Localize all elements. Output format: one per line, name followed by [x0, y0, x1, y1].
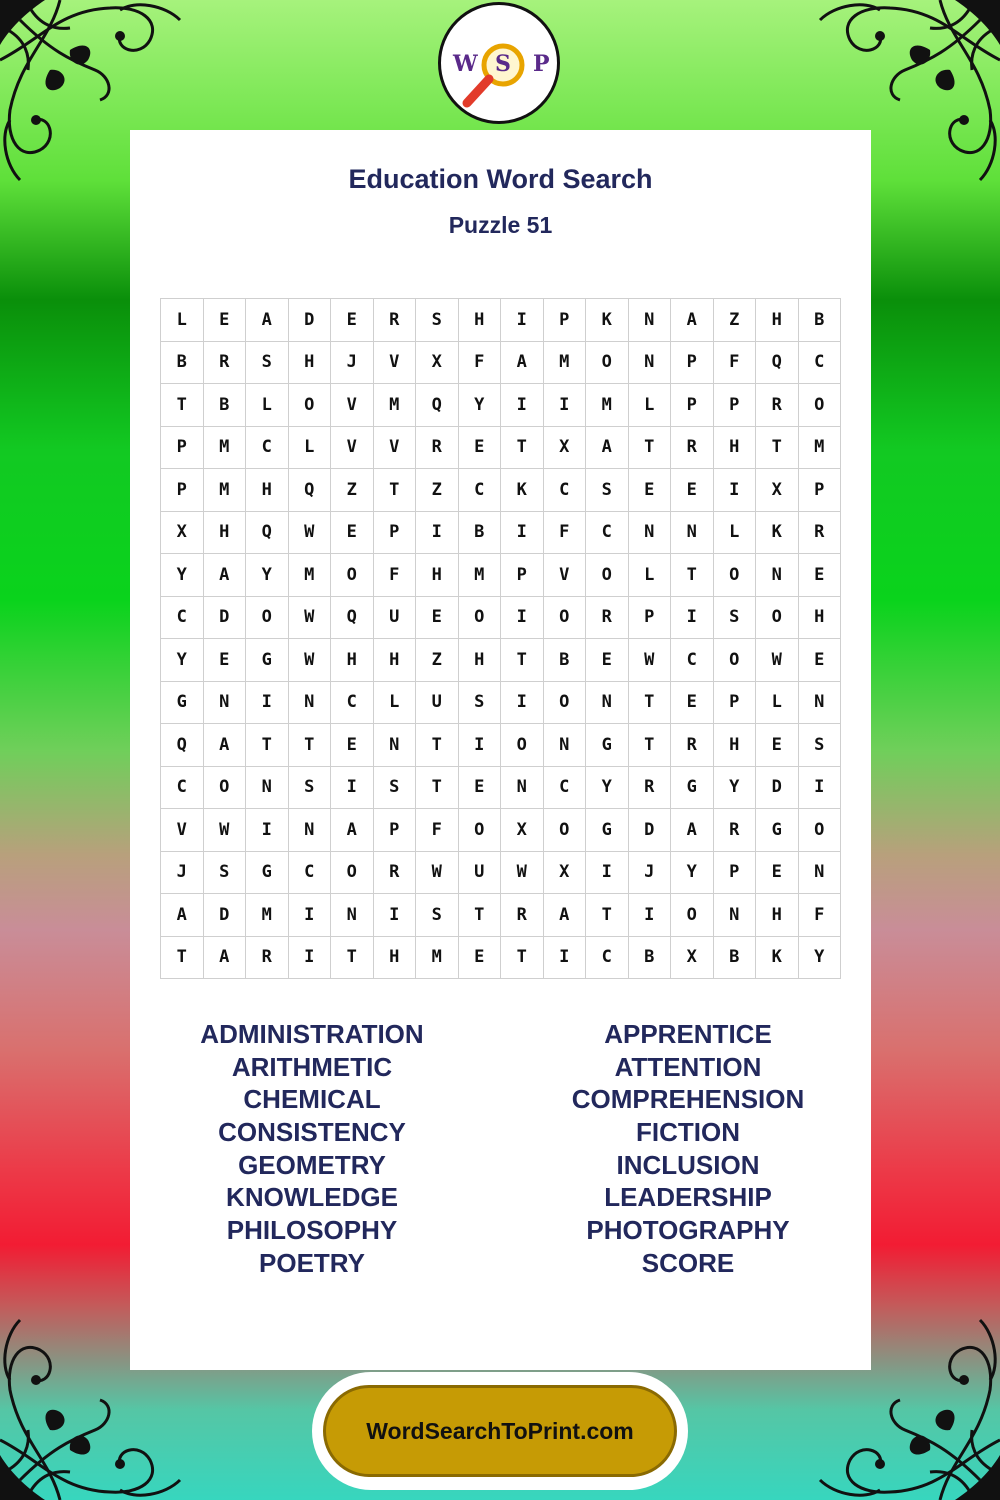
grid-cell[interactable]: M: [416, 937, 459, 980]
grid-cell[interactable]: S: [204, 852, 247, 895]
grid-cell[interactable]: Y: [246, 554, 289, 597]
grid-cell[interactable]: B: [459, 512, 502, 555]
grid-cell[interactable]: P: [544, 299, 587, 342]
grid-cell[interactable]: Q: [246, 512, 289, 555]
grid-cell[interactable]: R: [671, 724, 714, 767]
grid-cell[interactable]: A: [331, 809, 374, 852]
grid-cell[interactable]: M: [374, 384, 417, 427]
grid-cell[interactable]: B: [629, 937, 672, 980]
grid-cell[interactable]: H: [289, 342, 332, 385]
grid-cell[interactable]: V: [374, 342, 417, 385]
grid-cell[interactable]: P: [629, 597, 672, 640]
grid-cell[interactable]: O: [331, 852, 374, 895]
grid-cell[interactable]: E: [671, 682, 714, 725]
grid-cell[interactable]: X: [756, 469, 799, 512]
grid-cell[interactable]: Y: [671, 852, 714, 895]
grid-cell[interactable]: E: [459, 937, 502, 980]
grid-cell[interactable]: X: [501, 809, 544, 852]
grid-cell[interactable]: T: [629, 682, 672, 725]
grid-cell[interactable]: O: [501, 724, 544, 767]
grid-cell[interactable]: C: [289, 852, 332, 895]
grid-cell[interactable]: A: [204, 554, 247, 597]
grid-cell[interactable]: R: [246, 937, 289, 980]
grid-cell[interactable]: I: [671, 597, 714, 640]
grid-cell[interactable]: N: [204, 682, 247, 725]
grid-cell[interactable]: P: [161, 427, 204, 470]
grid-cell[interactable]: N: [629, 512, 672, 555]
grid-cell[interactable]: O: [714, 554, 757, 597]
grid-cell[interactable]: E: [331, 299, 374, 342]
grid-cell[interactable]: A: [671, 299, 714, 342]
grid-cell[interactable]: O: [756, 597, 799, 640]
grid-cell[interactable]: T: [161, 937, 204, 980]
grid-cell[interactable]: R: [756, 384, 799, 427]
grid-cell[interactable]: N: [671, 512, 714, 555]
grid-cell[interactable]: E: [756, 852, 799, 895]
grid-cell[interactable]: T: [289, 724, 332, 767]
grid-cell[interactable]: C: [586, 937, 629, 980]
grid-cell[interactable]: E: [459, 427, 502, 470]
grid-cell[interactable]: H: [714, 724, 757, 767]
grid-cell[interactable]: G: [671, 767, 714, 810]
word-list-item: FICTION: [636, 1117, 740, 1148]
grid-cell[interactable]: O: [544, 597, 587, 640]
puzzle-card: [130, 130, 871, 1370]
grid-cell[interactable]: K: [756, 937, 799, 980]
grid-cell[interactable]: N: [289, 809, 332, 852]
grid-cell[interactable]: P: [501, 554, 544, 597]
grid-cell[interactable]: L: [756, 682, 799, 725]
grid-cell[interactable]: U: [459, 852, 502, 895]
grid-cell[interactable]: C: [161, 767, 204, 810]
grid-cell[interactable]: P: [374, 512, 417, 555]
grid-cell[interactable]: J: [331, 342, 374, 385]
grid-cell[interactable]: H: [374, 937, 417, 980]
grid-cell[interactable]: G: [246, 852, 289, 895]
grid-cell[interactable]: L: [629, 384, 672, 427]
grid-cell[interactable]: T: [374, 469, 417, 512]
grid-cell[interactable]: S: [374, 767, 417, 810]
grid-cell[interactable]: N: [501, 767, 544, 810]
grid-cell[interactable]: W: [756, 639, 799, 682]
grid-cell[interactable]: H: [756, 299, 799, 342]
grid-cell[interactable]: S: [246, 342, 289, 385]
grid-cell[interactable]: R: [629, 767, 672, 810]
grid-cell[interactable]: E: [629, 469, 672, 512]
grid-cell[interactable]: R: [501, 894, 544, 937]
grid-cell[interactable]: I: [459, 724, 502, 767]
grid-cell[interactable]: E: [416, 597, 459, 640]
grid-cell[interactable]: N: [756, 554, 799, 597]
grid-cell[interactable]: I: [714, 469, 757, 512]
grid-cell[interactable]: P: [161, 469, 204, 512]
grid-cell[interactable]: H: [331, 639, 374, 682]
word-list-item: ATTENTION: [614, 1051, 762, 1082]
grid-cell[interactable]: C: [459, 469, 502, 512]
grid-cell[interactable]: A: [204, 724, 247, 767]
grid-cell[interactable]: I: [799, 767, 842, 810]
grid-cell[interactable]: C: [544, 767, 587, 810]
grid-cell[interactable]: O: [799, 384, 842, 427]
grid-cell[interactable]: T: [629, 427, 672, 470]
grid-cell[interactable]: P: [714, 384, 757, 427]
grid-cell[interactable]: X: [544, 852, 587, 895]
grid-cell[interactable]: Y: [799, 937, 842, 980]
word-list-item: LEADERSHIP: [604, 1182, 772, 1213]
grid-cell[interactable]: B: [714, 937, 757, 980]
grid-cell[interactable]: R: [416, 427, 459, 470]
grid-cell[interactable]: F: [799, 894, 842, 937]
grid-cell[interactable]: C: [586, 512, 629, 555]
grid-cell[interactable]: P: [374, 809, 417, 852]
grid-cell[interactable]: S: [416, 299, 459, 342]
grid-cell[interactable]: T: [161, 384, 204, 427]
grid-cell[interactable]: I: [629, 894, 672, 937]
grid-cell[interactable]: S: [289, 767, 332, 810]
grid-cell[interactable]: W: [289, 597, 332, 640]
grid-cell[interactable]: R: [204, 342, 247, 385]
grid-cell[interactable]: K: [586, 299, 629, 342]
grid-cell[interactable]: F: [459, 342, 502, 385]
word-list-item: ARITHMETIC: [231, 1051, 393, 1082]
grid-cell[interactable]: O: [246, 597, 289, 640]
grid-cell[interactable]: O: [671, 894, 714, 937]
grid-cell[interactable]: X: [416, 342, 459, 385]
grid-cell[interactable]: N: [289, 682, 332, 725]
grid-cell[interactable]: L: [374, 682, 417, 725]
website-link-button[interactable]: WordSearchToPrint.com: [323, 1385, 677, 1477]
logo-letter-s: S: [495, 51, 511, 77]
grid-cell[interactable]: T: [629, 724, 672, 767]
logo-letter-p: P: [533, 51, 550, 77]
grid-cell[interactable]: N: [544, 724, 587, 767]
grid-cell[interactable]: T: [671, 554, 714, 597]
grid-cell[interactable]: Y: [714, 767, 757, 810]
grid-cell[interactable]: E: [459, 767, 502, 810]
grid-cell[interactable]: K: [501, 469, 544, 512]
grid-cell[interactable]: C: [544, 469, 587, 512]
grid-cell[interactable]: G: [586, 809, 629, 852]
grid-cell[interactable]: E: [331, 512, 374, 555]
wsp-logo[interactable]: [438, 2, 560, 124]
grid-cell[interactable]: L: [629, 554, 672, 597]
logo-letter-w: W: [453, 51, 478, 77]
grid-cell[interactable]: P: [799, 469, 842, 512]
grid-cell[interactable]: O: [544, 682, 587, 725]
grid-cell[interactable]: H: [756, 894, 799, 937]
grid-cell[interactable]: I: [501, 512, 544, 555]
grid-cell[interactable]: Z: [416, 469, 459, 512]
grid-cell[interactable]: E: [331, 724, 374, 767]
grid-cell[interactable]: C: [671, 639, 714, 682]
grid-cell[interactable]: B: [204, 384, 247, 427]
grid-cell[interactable]: G: [161, 682, 204, 725]
grid-cell[interactable]: E: [586, 639, 629, 682]
grid-cell[interactable]: Q: [289, 469, 332, 512]
grid-cell[interactable]: Z: [714, 299, 757, 342]
grid-cell[interactable]: M: [459, 554, 502, 597]
grid-cell[interactable]: I: [246, 809, 289, 852]
grid-cell[interactable]: J: [629, 852, 672, 895]
grid-cell[interactable]: I: [416, 512, 459, 555]
grid-cell[interactable]: R: [671, 427, 714, 470]
word-list-item: PHILOSOPHY: [226, 1215, 398, 1246]
grid-cell[interactable]: F: [714, 342, 757, 385]
grid-cell[interactable]: I: [544, 384, 587, 427]
word-list-left: [162, 1018, 462, 1280]
grid-cell[interactable]: A: [246, 299, 289, 342]
word-list-item: PHOTOGRAPHY: [586, 1215, 790, 1246]
word-list-item: COMPREHENSION: [571, 1084, 805, 1115]
grid-cell[interactable]: I: [374, 894, 417, 937]
grid-cell[interactable]: X: [671, 937, 714, 980]
grid-cell[interactable]: U: [374, 597, 417, 640]
grid-cell[interactable]: C: [246, 427, 289, 470]
grid-cell[interactable]: H: [416, 554, 459, 597]
grid-cell[interactable]: I: [501, 597, 544, 640]
grid-cell[interactable]: P: [671, 342, 714, 385]
grid-cell[interactable]: E: [204, 639, 247, 682]
grid-cell[interactable]: L: [246, 384, 289, 427]
grid-cell[interactable]: H: [459, 639, 502, 682]
grid-cell[interactable]: E: [756, 724, 799, 767]
grid-cell[interactable]: A: [586, 427, 629, 470]
grid-cell[interactable]: C: [161, 597, 204, 640]
grid-cell[interactable]: O: [799, 809, 842, 852]
grid-cell[interactable]: T: [416, 724, 459, 767]
grid-cell[interactable]: A: [544, 894, 587, 937]
grid-cell[interactable]: M: [586, 384, 629, 427]
grid-cell[interactable]: P: [714, 852, 757, 895]
grid-cell[interactable]: V: [374, 427, 417, 470]
grid-cell[interactable]: M: [204, 469, 247, 512]
grid-cell[interactable]: H: [204, 512, 247, 555]
grid-cell[interactable]: O: [289, 384, 332, 427]
grid-cell[interactable]: W: [416, 852, 459, 895]
word-list-item: INCLUSION: [616, 1149, 760, 1180]
grid-cell[interactable]: Q: [756, 342, 799, 385]
grid-cell[interactable]: D: [204, 597, 247, 640]
grid-cell[interactable]: V: [544, 554, 587, 597]
grid-cell[interactable]: N: [799, 682, 842, 725]
grid-cell[interactable]: G: [586, 724, 629, 767]
grid-cell[interactable]: H: [714, 427, 757, 470]
grid-cell[interactable]: I: [501, 682, 544, 725]
grid-cell[interactable]: C: [799, 342, 842, 385]
grid-cell[interactable]: H: [374, 639, 417, 682]
grid-cell[interactable]: D: [289, 299, 332, 342]
grid-cell[interactable]: V: [331, 384, 374, 427]
grid-cell[interactable]: A: [671, 809, 714, 852]
grid-cell[interactable]: X: [544, 427, 587, 470]
grid-cell[interactable]: C: [331, 682, 374, 725]
grid-cell[interactable]: B: [161, 342, 204, 385]
grid-cell[interactable]: T: [246, 724, 289, 767]
grid-cell[interactable]: T: [416, 767, 459, 810]
grid-cell[interactable]: L: [289, 427, 332, 470]
grid-cell[interactable]: N: [246, 767, 289, 810]
grid-cell[interactable]: I: [501, 299, 544, 342]
word-list-item: KNOWLEDGE: [226, 1182, 398, 1213]
grid-cell[interactable]: R: [374, 852, 417, 895]
grid-cell[interactable]: X: [161, 512, 204, 555]
grid-cell[interactable]: M: [204, 427, 247, 470]
grid-cell[interactable]: Q: [331, 597, 374, 640]
grid-cell[interactable]: S: [586, 469, 629, 512]
grid-cell[interactable]: T: [331, 937, 374, 980]
grid-cell[interactable]: V: [331, 427, 374, 470]
grid-cell[interactable]: E: [799, 639, 842, 682]
grid-cell[interactable]: H: [459, 299, 502, 342]
word-list-item: CHEMICAL: [243, 1084, 381, 1115]
grid-cell[interactable]: I: [289, 894, 332, 937]
grid-cell[interactable]: O: [331, 554, 374, 597]
grid-cell[interactable]: I: [501, 384, 544, 427]
grid-cell[interactable]: J: [161, 852, 204, 895]
grid-cell[interactable]: Y: [459, 384, 502, 427]
grid-cell[interactable]: Y: [161, 554, 204, 597]
grid-cell[interactable]: W: [501, 852, 544, 895]
grid-cell[interactable]: O: [459, 809, 502, 852]
grid-cell[interactable]: B: [799, 299, 842, 342]
grid-cell[interactable]: E: [799, 554, 842, 597]
word-list-item: SCORE: [641, 1247, 735, 1278]
word-list-item: CONSISTENCY: [218, 1117, 406, 1148]
puzzle-title: Education Word Search: [348, 164, 653, 194]
grid-cell[interactable]: O: [459, 597, 502, 640]
grid-cell[interactable]: T: [459, 894, 502, 937]
grid-cell[interactable]: S: [799, 724, 842, 767]
grid-cell[interactable]: D: [204, 894, 247, 937]
grid-cell[interactable]: P: [671, 384, 714, 427]
grid-cell[interactable]: R: [586, 597, 629, 640]
grid-cell[interactable]: T: [501, 427, 544, 470]
grid-cell[interactable]: O: [586, 342, 629, 385]
grid-cell[interactable]: G: [756, 809, 799, 852]
grid-cell[interactable]: Y: [586, 767, 629, 810]
grid-cell[interactable]: F: [416, 809, 459, 852]
grid-cell[interactable]: N: [331, 894, 374, 937]
letter-grid[interactable]: [160, 298, 841, 979]
grid-cell[interactable]: Q: [161, 724, 204, 767]
grid-cell[interactable]: Z: [331, 469, 374, 512]
grid-cell[interactable]: M: [799, 427, 842, 470]
grid-cell[interactable]: F: [544, 512, 587, 555]
grid-cell[interactable]: Y: [161, 639, 204, 682]
grid-cell[interactable]: W: [629, 639, 672, 682]
word-list-item: ADMINISTRATION: [200, 1019, 424, 1049]
grid-cell[interactable]: O: [714, 639, 757, 682]
grid-cell[interactable]: R: [799, 512, 842, 555]
word-list-item: GEOMETRY: [238, 1149, 386, 1180]
grid-cell[interactable]: Z: [416, 639, 459, 682]
grid-cell[interactable]: O: [204, 767, 247, 810]
grid-cell[interactable]: D: [756, 767, 799, 810]
grid-cell[interactable]: M: [544, 342, 587, 385]
grid-cell[interactable]: I: [331, 767, 374, 810]
grid-cell[interactable]: G: [246, 639, 289, 682]
grid-cell[interactable]: N: [374, 724, 417, 767]
grid-cell[interactable]: N: [629, 342, 672, 385]
grid-cell[interactable]: R: [714, 809, 757, 852]
grid-cell[interactable]: W: [289, 639, 332, 682]
grid-cell[interactable]: T: [756, 427, 799, 470]
grid-cell[interactable]: O: [544, 809, 587, 852]
grid-cell[interactable]: O: [586, 554, 629, 597]
grid-cell[interactable]: A: [161, 894, 204, 937]
grid-cell[interactable]: N: [586, 682, 629, 725]
grid-cell[interactable]: E: [204, 299, 247, 342]
grid-cell[interactable]: L: [161, 299, 204, 342]
grid-cell[interactable]: H: [246, 469, 289, 512]
grid-cell[interactable]: A: [501, 342, 544, 385]
word-list-right: [538, 1018, 838, 1280]
grid-cell[interactable]: F: [374, 554, 417, 597]
grid-cell[interactable]: T: [586, 894, 629, 937]
word-list-item: APPRENTICE: [604, 1019, 772, 1049]
grid-cell[interactable]: T: [501, 937, 544, 980]
grid-cell[interactable]: P: [714, 682, 757, 725]
grid-cell[interactable]: W: [289, 512, 332, 555]
grid-cell[interactable]: L: [714, 512, 757, 555]
grid-cell[interactable]: I: [586, 852, 629, 895]
grid-cell[interactable]: B: [544, 639, 587, 682]
grid-cell[interactable]: I: [289, 937, 332, 980]
grid-cell[interactable]: M: [289, 554, 332, 597]
word-list-item: POETRY: [259, 1247, 365, 1278]
grid-cell[interactable]: H: [799, 597, 842, 640]
grid-cell[interactable]: M: [246, 894, 289, 937]
puzzle-subtitle: Puzzle 51: [448, 212, 553, 238]
grid-cell[interactable]: K: [756, 512, 799, 555]
grid-cell[interactable]: U: [416, 682, 459, 725]
grid-cell[interactable]: I: [544, 937, 587, 980]
grid-cell[interactable]: N: [799, 852, 842, 895]
grid-cell[interactable]: T: [501, 639, 544, 682]
grid-cell[interactable]: D: [629, 809, 672, 852]
grid-cell[interactable]: Q: [416, 384, 459, 427]
grid-cell[interactable]: S: [416, 894, 459, 937]
grid-cell[interactable]: E: [671, 469, 714, 512]
grid-cell[interactable]: V: [161, 809, 204, 852]
grid-cell[interactable]: N: [629, 299, 672, 342]
grid-cell[interactable]: W: [204, 809, 247, 852]
grid-cell[interactable]: R: [374, 299, 417, 342]
grid-cell[interactable]: A: [204, 937, 247, 980]
grid-cell[interactable]: N: [714, 894, 757, 937]
grid-cell[interactable]: I: [246, 682, 289, 725]
grid-cell[interactable]: S: [714, 597, 757, 640]
grid-cell[interactable]: S: [459, 682, 502, 725]
